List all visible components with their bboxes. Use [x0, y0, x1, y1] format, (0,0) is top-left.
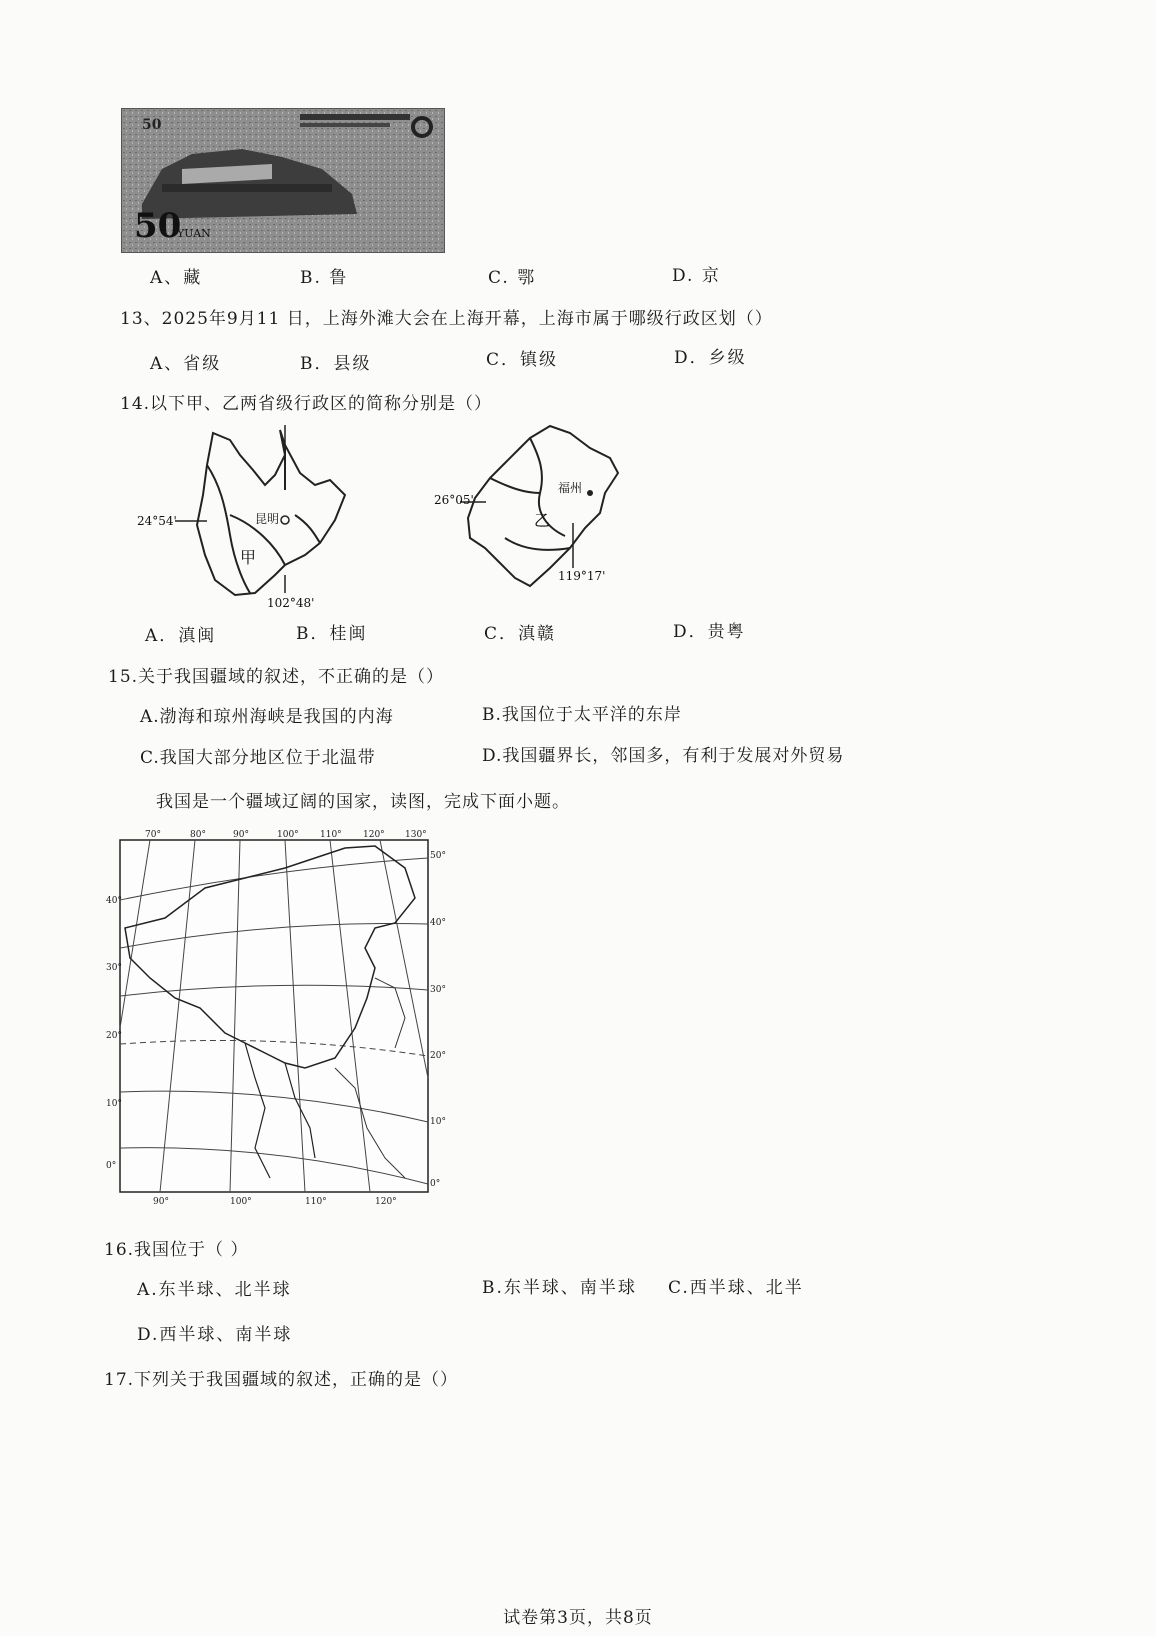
map-jia-lon: 102°48' — [267, 596, 315, 610]
big-map-left-lat-1: 30° — [106, 963, 122, 973]
big-map-right-lat-5: 0° — [430, 1179, 441, 1189]
big-map-top-lon-0: 70° — [145, 830, 161, 840]
banknote-value: 50 — [134, 206, 182, 246]
big-map-top-lon-2: 90° — [233, 830, 249, 840]
big-map-right-lat-1: 40° — [430, 918, 446, 928]
q15-option-c: C.我国大部分地区位于北温带 — [140, 748, 376, 768]
map-yi-region-label: 乙 — [534, 511, 551, 530]
big-map-bottom-lon-0: 90° — [153, 1197, 169, 1207]
q13-option-b: B．县级 — [300, 354, 372, 374]
big-map-right-lat-0: 50° — [430, 851, 446, 861]
q16-option-a: A.东半球、北半球 — [137, 1280, 292, 1300]
big-map-right-lat-4: 10° — [430, 1117, 446, 1127]
big-map-left-lat-2: 20° — [106, 1031, 122, 1041]
q12-option-c: C. 鄂 — [488, 268, 537, 288]
big-map-bottom-lon-2: 110° — [305, 1197, 327, 1207]
big-map-top-lon-3: 100° — [277, 830, 299, 840]
big-map-top-lon-6: 130° — [405, 830, 427, 840]
big-map-right-lat-3: 20° — [430, 1051, 446, 1061]
big-map-top-lon-5: 120° — [363, 830, 385, 840]
big-map-top-lon-4: 110° — [320, 830, 342, 840]
map-jia-lat: 24°54' — [137, 514, 177, 528]
q17-stem: 17.下列关于我国疆域的叙述，正确的是（） — [104, 1370, 459, 1390]
q13-option-a: A、省级 — [150, 354, 222, 374]
q15-option-b: B.我国位于太平洋的东岸 — [482, 705, 682, 725]
q13-option-c: C．镇级 — [486, 350, 559, 370]
q14-option-c: C．滇赣 — [484, 624, 557, 644]
q16-stem: 16.我国位于（ ） — [104, 1240, 249, 1260]
china-map — [105, 828, 450, 1208]
big-map-right-lat-2: 30° — [430, 985, 446, 995]
q16-option-b: B.东半球、南半球 — [482, 1278, 637, 1298]
map-jia — [135, 425, 365, 610]
q16-option-c: C.西半球、北半 — [668, 1278, 804, 1298]
page-footer: 试卷第3页，共8页 — [503, 1608, 653, 1628]
q13-option-d: D．乡级 — [674, 348, 747, 368]
big-map-top-lon-1: 80° — [190, 830, 206, 840]
kunming-marker — [281, 516, 289, 524]
fuzhou-marker — [587, 490, 593, 496]
map-yi-lat: 26°05' — [434, 493, 474, 507]
map-yi-lon: 119°17' — [558, 569, 606, 583]
q12-option-b: B. 鲁 — [300, 268, 349, 288]
big-map-left-lat-3: 10° — [106, 1099, 122, 1109]
q14-option-b: B．桂闽 — [296, 624, 368, 644]
map-yi — [430, 418, 630, 593]
map-yi-city: 福州 — [558, 481, 583, 495]
q14-option-a: A．滇闽 — [145, 626, 217, 646]
q14-option-d: D．贵粤 — [673, 622, 746, 642]
big-map-bottom-lon-1: 100° — [230, 1197, 252, 1207]
q16-option-d: D.西半球、南半球 — [137, 1325, 293, 1345]
q15-option-a: A.渤海和琼州海峡是我国的内海 — [140, 707, 394, 727]
section-intro: 我国是一个疆域辽阔的国家，读图，完成下面小题。 — [156, 792, 570, 812]
banknote-unit: YUAN — [177, 227, 211, 240]
q12-option-a: A、藏 — [150, 268, 203, 288]
q13-stem: 13、2025年9月11 日，上海外滩大会在上海开幕，上海市属于哪级行政区划（） — [120, 309, 773, 329]
map-jia-region-label: 甲 — [240, 548, 257, 567]
q15-stem: 15.关于我国疆域的叙述，不正确的是（） — [108, 667, 445, 687]
q15-option-d: D.我国疆界长，邻国多，有利于发展对外贸易 — [482, 746, 845, 766]
banknote-graphic — [122, 109, 444, 252]
big-map-left-lat-4: 0° — [106, 1161, 117, 1171]
banknote-image — [121, 108, 445, 253]
big-map-bottom-lon-3: 120° — [375, 1197, 397, 1207]
q12-option-d: D. 京 — [672, 266, 721, 286]
banknote-corner-value: 50 — [142, 117, 162, 133]
q14-stem: 14.以下甲、乙两省级行政区的简称分别是（） — [120, 394, 493, 414]
map-jia-city: 昆明 — [255, 512, 280, 526]
big-map-left-lat-0: 40° — [106, 896, 122, 906]
